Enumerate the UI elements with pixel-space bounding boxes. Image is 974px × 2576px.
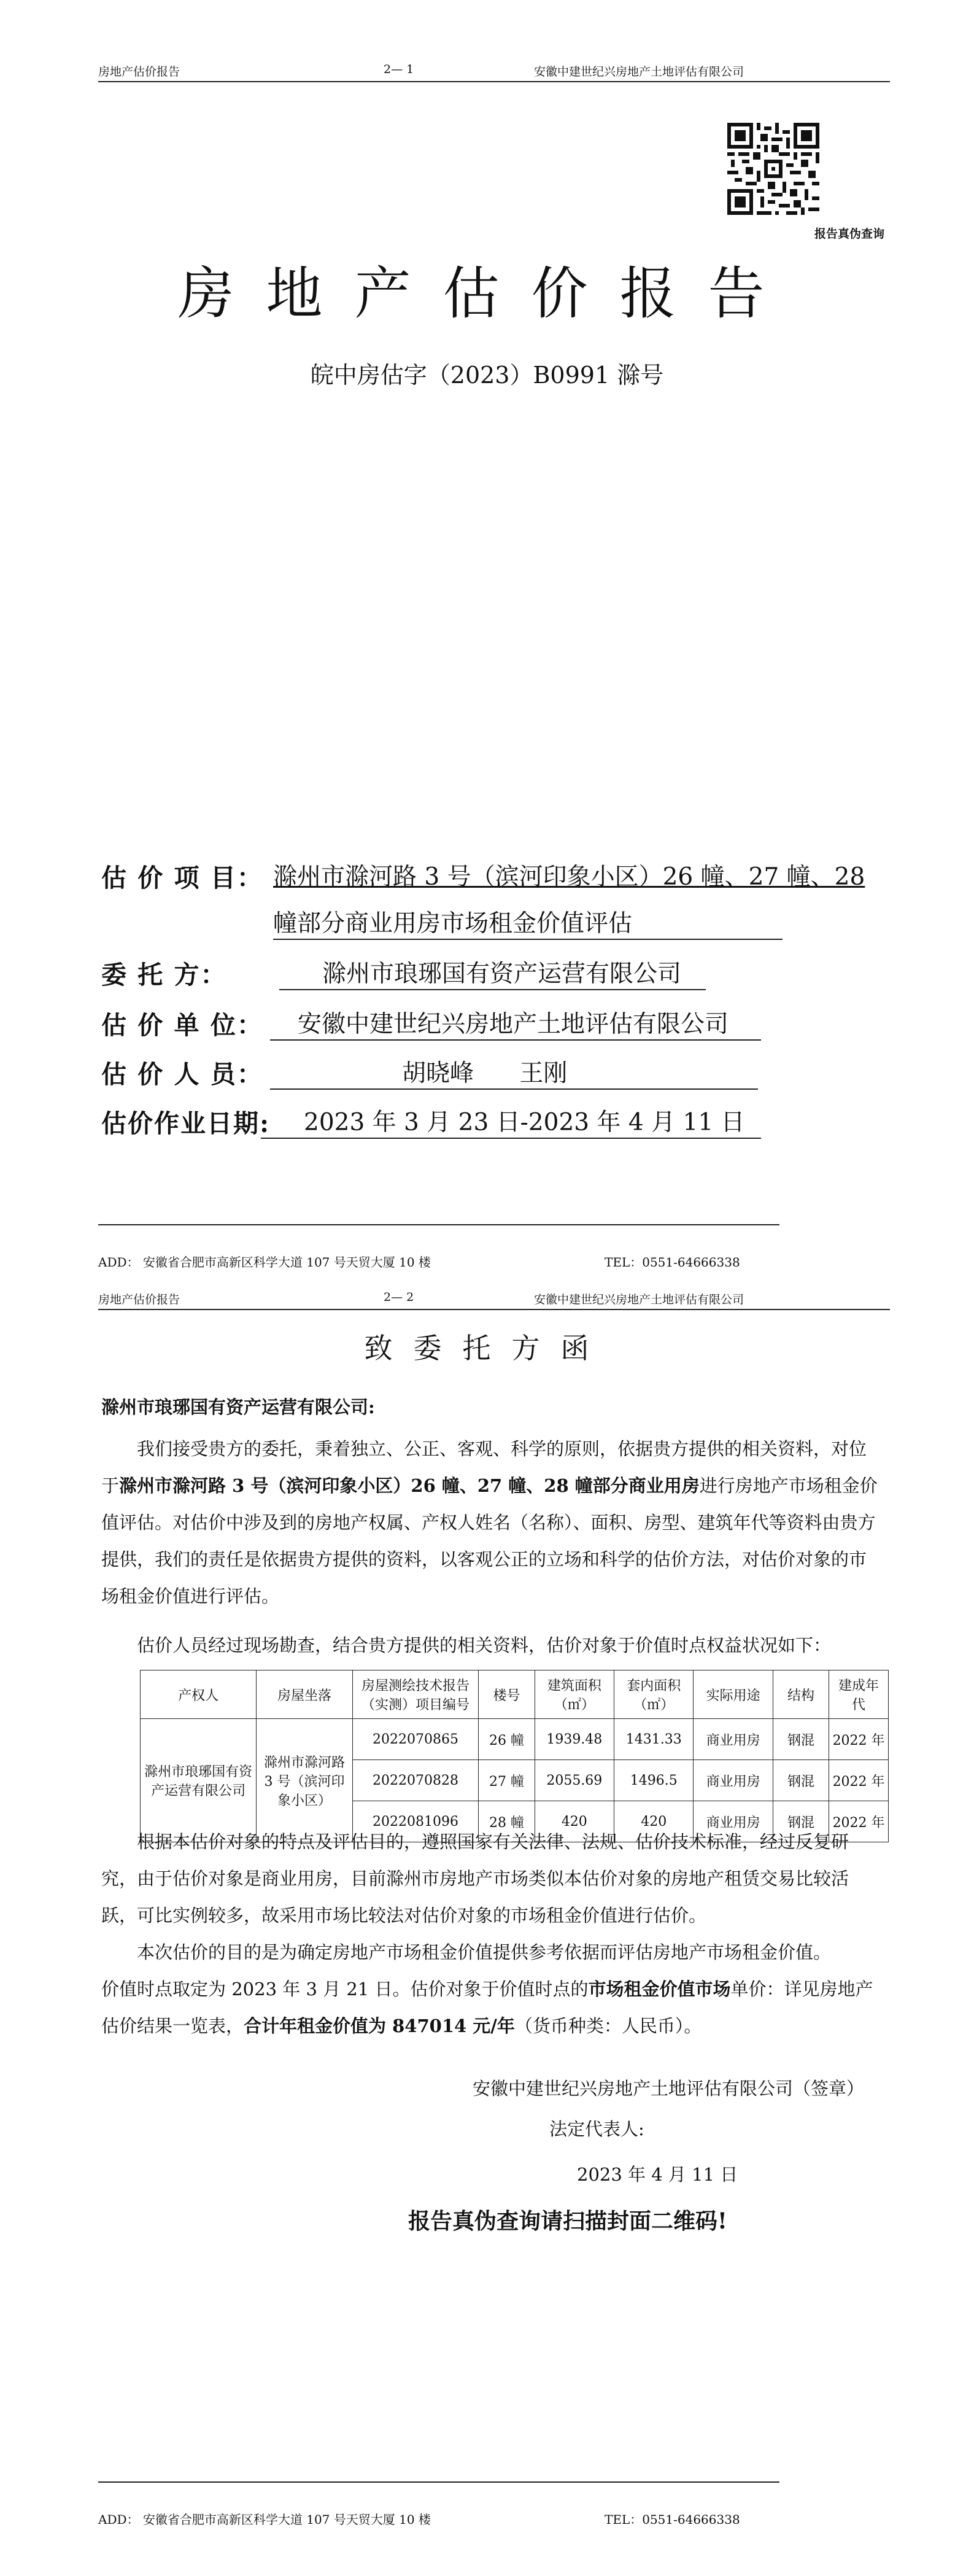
page-header-left: 房地产估价报告 [98, 1293, 180, 1306]
letter-paragraph-1: 我们接受贵方的委托，秉着独立、公正、客观、科学的原则，依据贵方提供的相关资料，对位于滁州市滁河路 3 号（滨河印象小区）26 幢、27 幢、28 幢部分商业用房进行房地产市场租金价值评估。对估价中涉及到的房地产权属、产权人姓名（名称）、面积、房型、建筑年代等资料由贵方提供，我们的责任是依据贵方提供的资料，以客观公正的立场和科学的估价方法，对估价对象的市场租金价值进行评估。 [101, 1438, 878, 1607]
page-header-number: 2— 2 [384, 1290, 414, 1304]
project-value-line2: 幢部分商业用房市场租金价值评估 [273, 904, 783, 940]
table-header: 建成年代 [829, 1670, 889, 1719]
page-header-number: 2— 1 [384, 63, 414, 76]
letter-paragraph-5: 价值时点取定为 2023 年 3 月 21 日。估价对象于价值时点的市场租金价值市场单价：详见房地产估价结果一览表，合计年租金价值为 847014 元/年（货币种类：人民币）。 [101, 1979, 873, 2036]
appraiser-label: 估 价 单 位： [101, 1011, 263, 1040]
report-number: 皖中房估字（2023）B0991 滁号 [310, 362, 664, 389]
appraiser-value: 安徽中建世纪兴房地产土地评估有限公司 [270, 1005, 761, 1041]
client-value: 滁州市琅琊国有资产运营有限公司 [279, 955, 706, 990]
footer-rule [98, 1224, 779, 1225]
table-header: 套内面积（㎡） [614, 1670, 694, 1719]
footer-address: ADD： 安徽省合肥市高新区科学大道 107 号天贸大厦 10 楼 [98, 1255, 431, 1270]
legal-representative: 法定代表人: [549, 2119, 644, 2140]
table-header: 实际用途 [694, 1670, 773, 1719]
staff-value: 胡晓峰 王刚 [270, 1054, 758, 1090]
footer-tel: TEL：0551-64666338 [605, 1255, 740, 1270]
property-table [140, 1670, 889, 1842]
signature-date: 2023 年 4 月 11 日 [577, 2164, 738, 2185]
header-rule [98, 1309, 890, 1310]
project-label: 估 价 项 目： [101, 863, 263, 893]
total-annual-rent: 合计年租金价值为 847014 元/年 [244, 2015, 515, 2036]
page-header-left: 房地产估价报告 [98, 65, 180, 79]
table-header: 建筑面积（㎡） [535, 1670, 614, 1719]
footer-tel: TEL：0551-64666338 [605, 2512, 740, 2527]
page-header-company: 安徽中建世纪兴房地产土地评估有限公司 [534, 1293, 744, 1306]
table-row: 2022070828 27 幢 2055.69 1496.5 商业用房 钢混 2022 年 [141, 1760, 889, 1801]
qr-code-icon[interactable] [727, 123, 819, 215]
table-row: 2022081096 28 幢 420 420 商业用房 钢混 2022 年 [141, 1801, 889, 1842]
signature-company: 安徽中建世纪兴房地产土地评估有限公司（签章） [473, 2078, 865, 2099]
table-header: 结构 [773, 1670, 829, 1719]
client-label: 委 托 方： [101, 960, 227, 990]
date-label: 估价作业日期: [101, 1109, 271, 1138]
letter-title: 致委托方函 [364, 1332, 610, 1365]
table-cell-location: 滁州市滁河路 3 号（滨河印象小区） [257, 1719, 353, 1842]
table-header: 产权人 [141, 1670, 257, 1719]
letter-paragraph-2: 估价人员经过现场勘查，结合贵方提供的相关资料，估价对象于价值时点权益状况如下： [137, 1635, 832, 1656]
report-title: 房地产估价报告 [177, 261, 797, 327]
verification-note: 报告真伪查询请扫描封面二维码! [408, 2208, 727, 2234]
letter-paragraph-3: 根据本估价对象的特点及评估目的，遵照国家有关法律、法规、估价技术标准，经过反复研究，由于估价对象是商业用房，目前滁州市房地产市场类似本估价对象的房地产租赁交易比较活跃，可比实例较多，故采用市场比较法对估价对象的市场租金价值进行估价。 [101, 1831, 849, 1926]
letter-paragraph-4: 本次估价的目的是为确定房地产市场租金价值提供参考依据而评估房地产市场租金价值。 [137, 1942, 832, 1963]
property-name: 滁州市滁河路 3 号（滨河印象小区）26 幢、27 幢、28 幢部分商业用房 [119, 1475, 700, 1496]
qr-caption: 报告真伪查询 [814, 227, 885, 241]
table-cell-owner: 滁州市琅琊国有资产运营有限公司 [141, 1719, 257, 1842]
page-header-company: 安徽中建世纪兴房地产土地评估有限公司 [534, 65, 744, 79]
date-value: 2023 年 3 月 23 日-2023 年 4 月 11 日 [261, 1103, 761, 1139]
table-header: 楼号 [479, 1670, 535, 1719]
header-rule [98, 81, 890, 82]
staff-label: 估 价 人 员： [101, 1060, 263, 1089]
footer-rule [98, 2481, 779, 2483]
footer-address: ADD： 安徽省合肥市高新区科学大道 107 号天贸大厦 10 楼 [98, 2512, 431, 2527]
letter-addressee: 滁州市琅琊国有资产运营有限公司: [101, 1397, 375, 1418]
table-header: 房屋坐落 [257, 1670, 353, 1719]
table-header: 房屋测绘技术报告（实测）项目编号 [352, 1670, 479, 1719]
project-value-line1: 滁州市滁河路 3 号（滨河印象小区）26 幢、27 幢、28 [273, 863, 865, 891]
table-row: 滁州市琅琊国有资产运营有限公司 滁州市滁河路 3 号（滨河印象小区） 2022070865 26 幢 1939.48 1431.33 商业用房 钢混 2022 年 [141, 1719, 889, 1760]
